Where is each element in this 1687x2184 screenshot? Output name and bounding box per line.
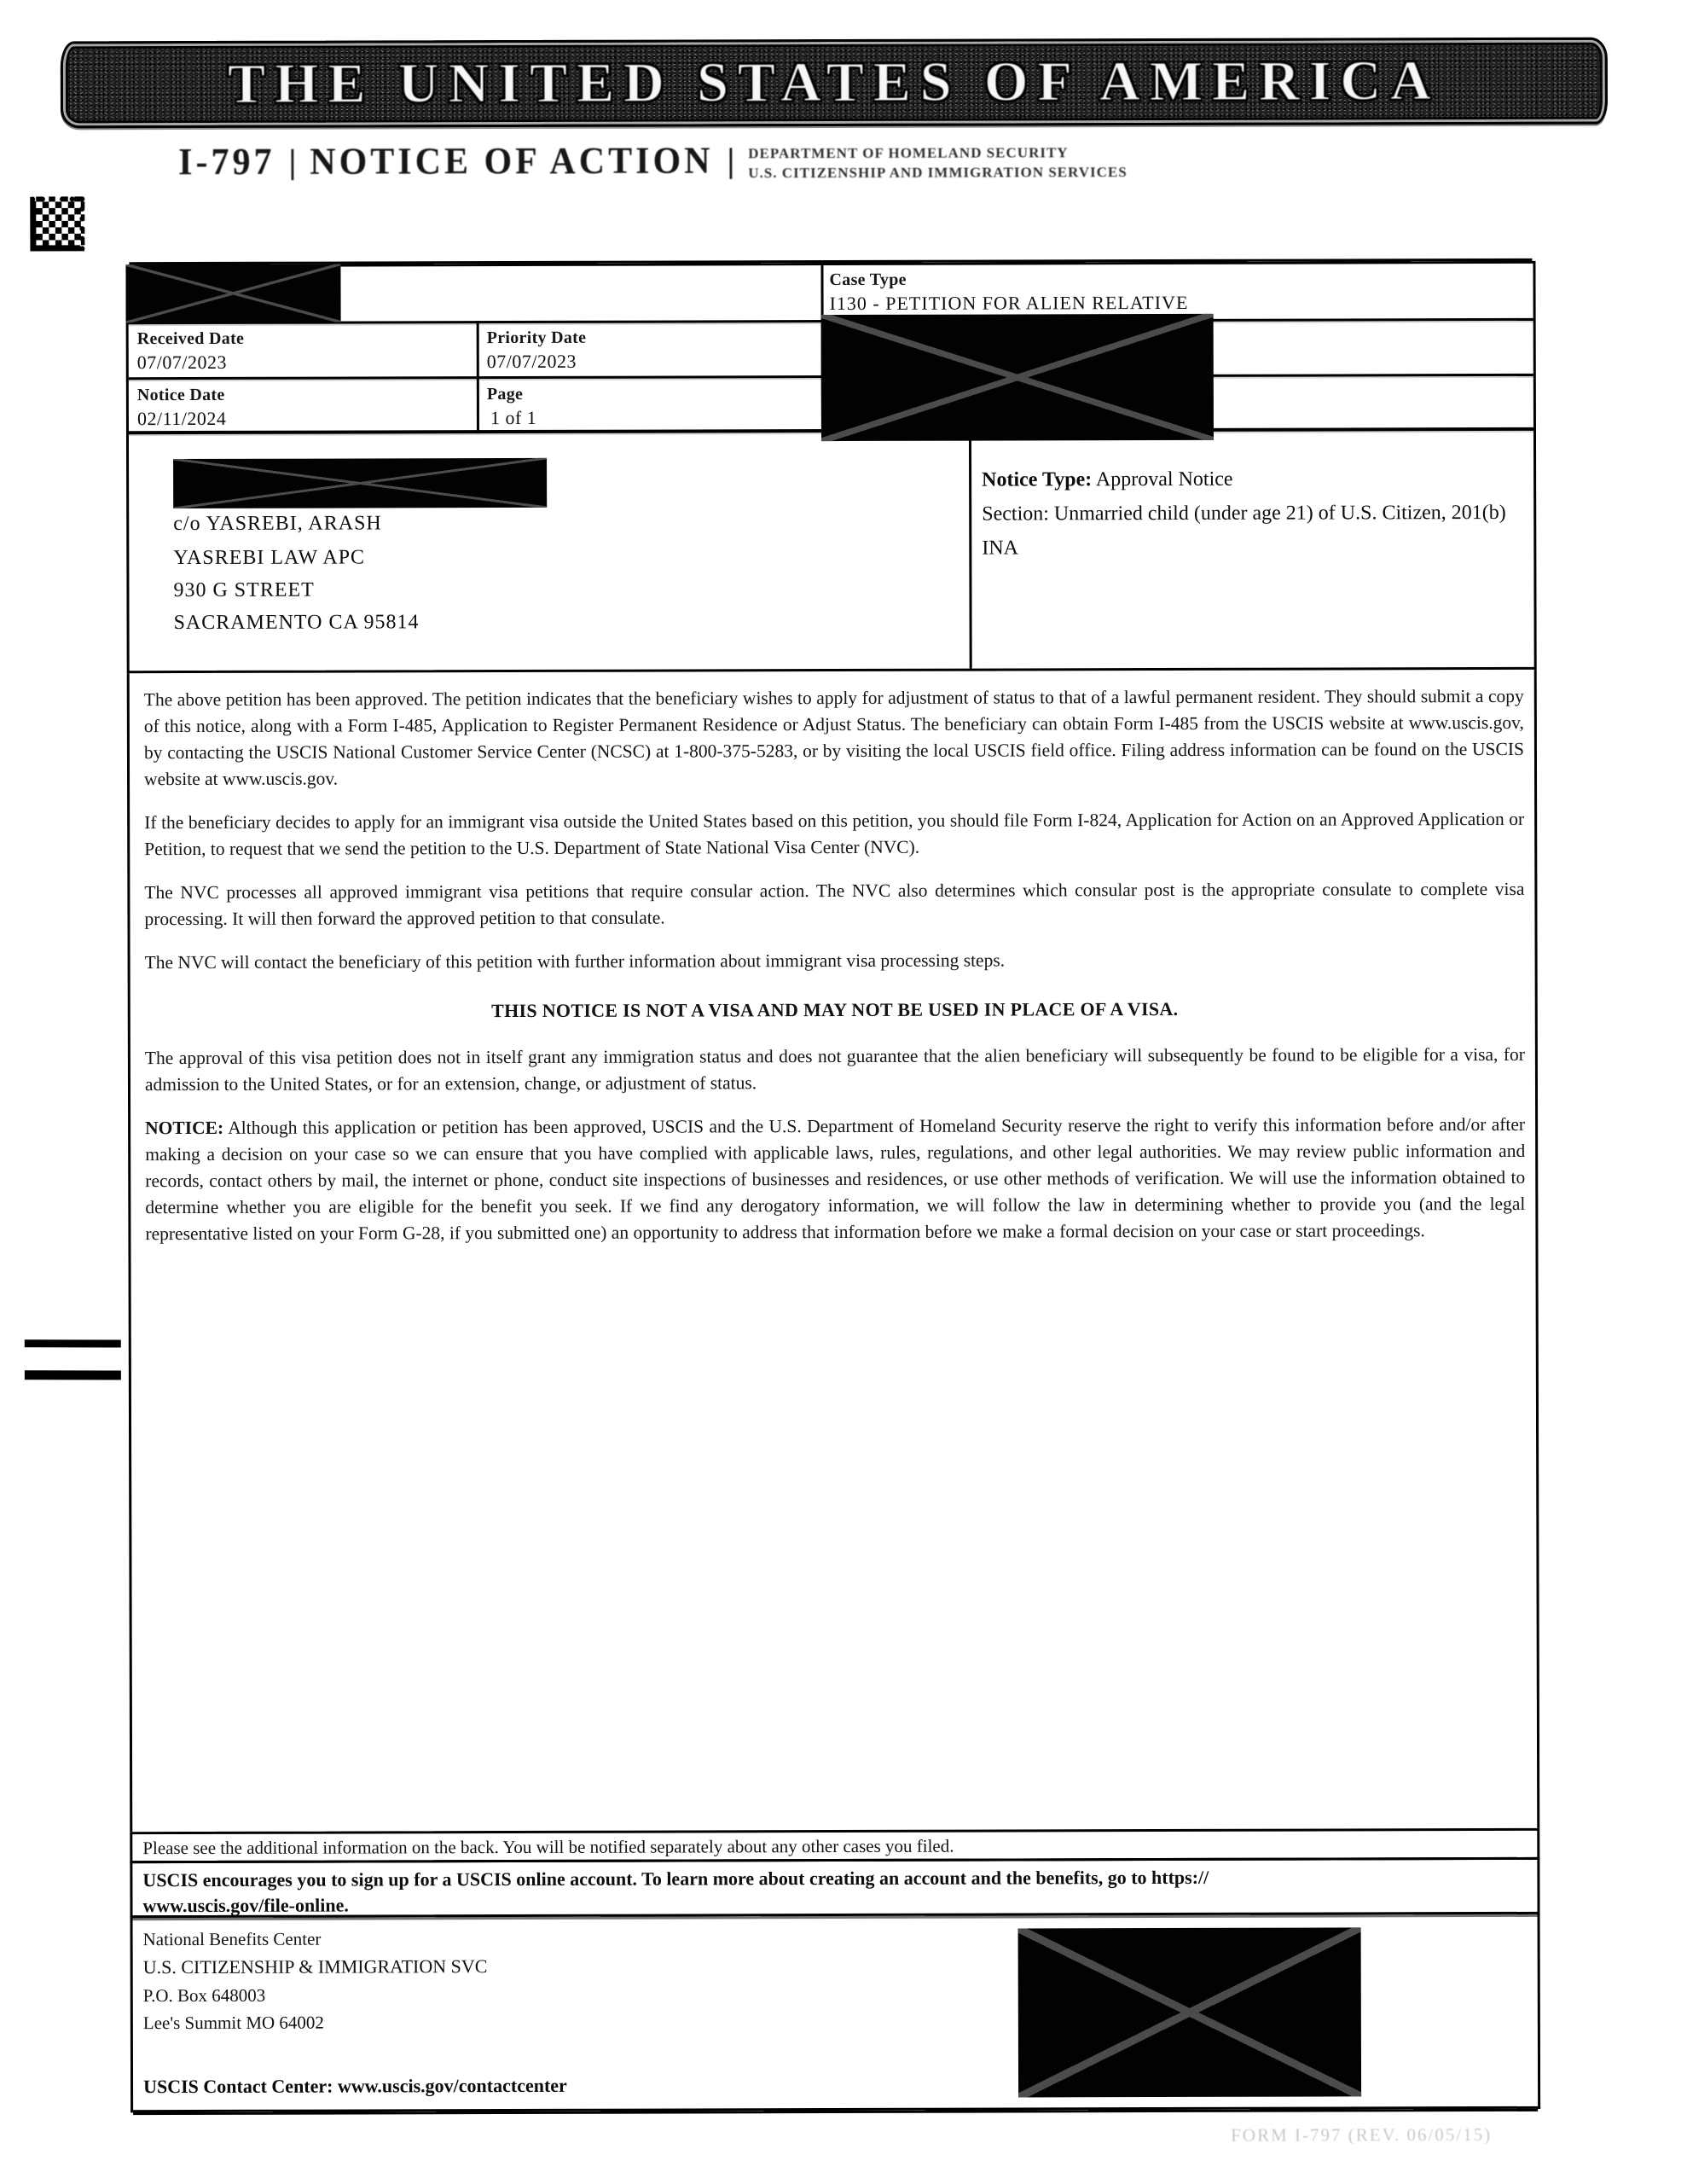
addressee-care-of: c/o YASREBI, ARASH — [173, 512, 382, 536]
united-states-banner — [61, 38, 1608, 129]
body-paragraph: The NVC processes all approved immigrant visa petitions that require consular action. The NVC also determines which consular post is the appropriate consulate to complete visa processing. It will then forward the approved petition to that consulate. — [144, 878, 1525, 930]
table-border — [969, 433, 972, 669]
notice-date-value: 02/11/2024 — [136, 407, 227, 430]
data-matrix-barcode-icon — [30, 196, 84, 251]
received-date-value: 07/07/2023 — [136, 351, 228, 374]
addressee-firm: YASREBI LAW APC — [173, 546, 366, 570]
notice-type-value: Approval Notice — [1095, 468, 1233, 491]
case-type-label: Case Type — [829, 270, 907, 290]
notice-type-label: Notice Type: — [982, 468, 1093, 491]
dept-line2: U.S. CITIZENSHIP AND IMMIGRATION SERVICES — [748, 164, 1128, 182]
margin-mark — [25, 1339, 121, 1347]
body-paragraph: If the beneficiary decides to apply for an immigrant visa outside the United States based on this petition, you should file Form I-824, Application for Action on an Approved Application or Petition, to request that we send the petition to the U.S. Department of State National Visa Center (NVC). — [144, 808, 1525, 860]
office-name: National Benefits Center — [142, 1928, 322, 1950]
online-account-note — [130, 1857, 1539, 1918]
verification-notice-paragraph — [145, 1112, 1525, 1247]
body-paragraph: The approval of this visa petition does not in itself grant any immigration status and does not guarantee that the alien beneficiary will subsequently be found to be eligible for a visa, for admission to the United States, or for an extension, change, or adjustment of status. — [144, 1043, 1525, 1095]
not-a-visa-warning: THIS NOTICE IS NOT A VISA AND MAY NOT BE USED IN PLACE OF A VISA. — [491, 997, 1179, 1022]
redaction-receipt-number — [125, 264, 340, 323]
office-city: Lee's Summit MO 64002 — [142, 2012, 324, 2034]
body-paragraph: The NVC will contact the beneficiary of this petition with further information about immigrant visa processing steps. — [144, 950, 1006, 973]
page-value: 1 of 1 — [490, 406, 537, 429]
received-date-label: Received Date — [136, 328, 245, 349]
form-header — [178, 141, 1128, 185]
account-note-line1: USCIS encourages you to sign up for a USCIS online account. To learn more about creating an account and the benefits, go to https:// — [142, 1866, 1209, 1891]
notice-text: Although this application or petition has been approved, USCIS and the U.S. Department of Homeland Security reserve the right to verify this information before and/or after making a decision on your case so we can ensure that you have complied with applicable laws, rules, regulations, and other legal authorities. We may review public information and records, contact others by mail, the internet or phone, conduct site inspections of businesses and residences, or use other methods of verification. We will use the information obtained to determine whether you are eligible for the benefit you seek. If we find any derogatory information, we will follow the law in determining whether to provide you (and the legal representative listed on your Form G-28, if you submitted one) an opportunity to address that information before we make a formal decision on your case or start proceedings. — [145, 1113, 1526, 1245]
priority-date-label: Priority Date — [486, 328, 587, 348]
back-note-text: Please see the additional information on the back. You will be notified separately about any other cases you filed. — [142, 1835, 954, 1859]
body-paragraph: The above petition has been approved. The petition indicates that the beneficiary wishes to apply for adjustment of status to that of a lawful permanent resident. They should submit a copy of this notice, along with a Form I-485, Application to Register Permanent Residence or Adjust Status. The beneficiary can obtain Form I-485 from the USCIS website at www.uscis.gov, by contacting the USCIS National Customer Service Center (NCSC) at 1-800-375-5283, or by visiting the local USCIS field office. Filing address information can be found on the USCIS website at www.uscis.gov. — [143, 685, 1524, 790]
form-title: NOTICE OF ACTION — [310, 140, 714, 183]
redaction-beneficiary-name — [173, 458, 547, 508]
form-revision-footer: FORM I-797 (REV. 06/05/15) — [1231, 2124, 1493, 2146]
agency-name — [748, 141, 1128, 183]
header-separator: | — [288, 142, 297, 181]
addressee-city-state-zip: SACRAMENTO CA 95814 — [173, 611, 420, 635]
table-border — [477, 321, 479, 433]
case-table — [125, 261, 1536, 673]
office-agency: U.S. CITIZENSHIP & IMMIGRATION SVC — [142, 1955, 488, 1978]
form-code: I-797 — [178, 141, 275, 183]
addressee-street: 930 G STREET — [173, 578, 315, 602]
margin-mark — [25, 1370, 121, 1380]
priority-date-value: 07/07/2023 — [486, 350, 577, 373]
notice-type-block — [982, 462, 1523, 566]
account-note-line2: www.uscis.gov/file-online. — [142, 1894, 349, 1917]
page-label: Page — [486, 384, 524, 404]
body-text — [144, 683, 1526, 1264]
notice-section-value: Unmarried child (under age 21) of U.S. Citizen, 201(b) INA — [982, 501, 1506, 560]
notice-section-label: Section: — [982, 502, 1049, 526]
dept-line1: DEPARTMENT OF HOMELAND SECURITY — [748, 144, 1069, 162]
case-type-value: I130 - PETITION FOR ALIEN RELATIVE — [829, 291, 1189, 315]
banner-title: THE UNITED STATES OF AMERICA — [227, 49, 1441, 115]
header-separator: | — [727, 141, 735, 180]
issuing-office-box — [130, 1912, 1541, 2112]
notice-lead: NOTICE: — [145, 1117, 224, 1139]
notice-date-label: Notice Date — [136, 385, 225, 405]
redaction-barcode — [1018, 1927, 1362, 2097]
contact-center-line: USCIS Contact Center: www.uscis.gov/contactcenter — [143, 2074, 567, 2098]
office-po-box: P.O. Box 648003 — [142, 1984, 266, 2007]
redaction-case-info — [821, 314, 1214, 441]
